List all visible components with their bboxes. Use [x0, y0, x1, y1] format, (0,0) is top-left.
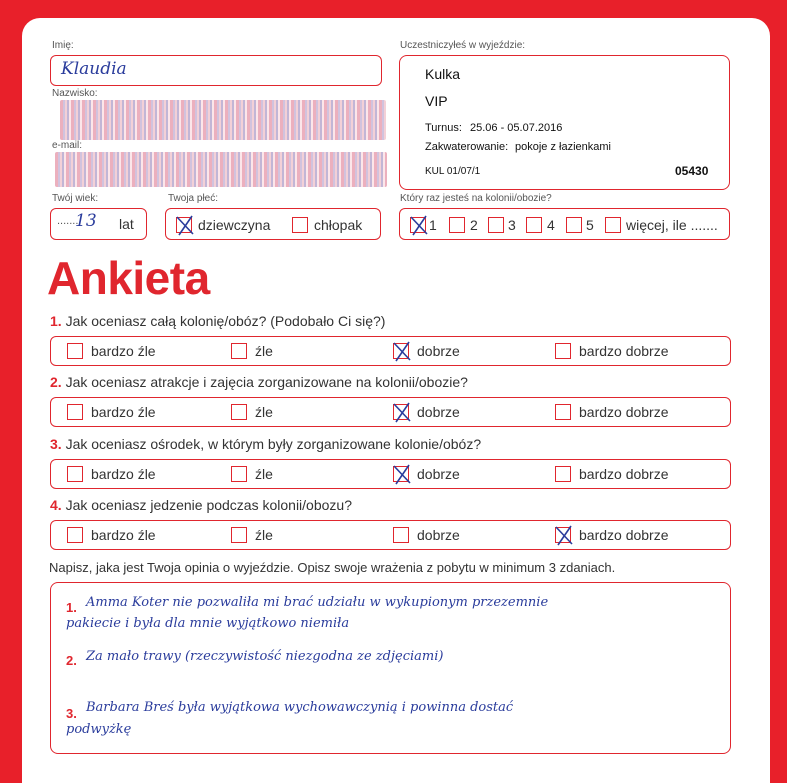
q4-option-1-label: bardzo źle: [91, 527, 156, 543]
wiek-label: Twój wiek:: [52, 193, 99, 204]
q1-option-2-checkbox[interactable]: [231, 343, 247, 359]
q3-option-2-label: źle: [255, 466, 273, 482]
question-label: Jak oceniasz ośrodek, w którym były zorganizowane kolonie/obóz?: [65, 436, 482, 452]
question-label: Jak oceniasz atrakcje i zajęcia zorganizowane na kolonii/obozie?: [65, 374, 468, 390]
plec-field: [165, 208, 381, 240]
q2-option-2-label: źle: [255, 404, 273, 420]
question-2-text: [50, 374, 468, 390]
check-x-icon: [174, 213, 196, 237]
nazwisko-redacted: [60, 100, 386, 140]
q4-option-4-checkbox[interactable]: [555, 527, 571, 543]
q2-option-3-label: dobrze: [417, 404, 460, 420]
plec-chlopak-label: chłopak: [314, 217, 363, 233]
q3-option-3-checkbox[interactable]: [393, 466, 409, 482]
check-x-icon: [391, 462, 413, 486]
q1-option-1-checkbox[interactable]: [67, 343, 83, 359]
participant-level: VIP: [425, 93, 448, 109]
imie-label: Imię:: [52, 40, 74, 51]
survey-title: Ankieta: [47, 252, 210, 304]
nazwisko-label: Nazwisko:: [52, 88, 98, 99]
times-2-checkbox[interactable]: [449, 217, 465, 233]
question-2-options: [50, 397, 731, 427]
q4-option-4-label: bardzo dobrze: [579, 527, 669, 543]
wiek-unit: lat: [119, 216, 134, 232]
times-1-checkbox[interactable]: [410, 217, 426, 233]
opinion-num-1: 1.: [66, 600, 77, 615]
q3-option-4-label: bardzo dobrze: [579, 466, 669, 482]
times-more-label: więcej, ile .......: [626, 217, 718, 233]
q2-option-2-checkbox[interactable]: [231, 404, 247, 420]
kod: KUL 01/07/1: [425, 166, 481, 177]
q1-option-1-label: bardzo źle: [91, 343, 156, 359]
question-label: Jak oceniasz całą kolonię/obóz? (Podobało Ci się?): [65, 313, 386, 329]
q3-option-1-label: bardzo źle: [91, 466, 156, 482]
times-1-label: 1: [429, 217, 437, 233]
question-3-text: [50, 436, 481, 452]
question-number: 2.: [50, 374, 62, 390]
times-more-checkbox[interactable]: [605, 217, 621, 233]
turnus-label: Turnus:: [425, 122, 462, 134]
q4-option-3-checkbox[interactable]: [393, 527, 409, 543]
q2-option-4-checkbox[interactable]: [555, 404, 571, 420]
uczestnik-label: Uczestniczyłeś w wyjeździe:: [400, 40, 526, 51]
q2-option-4-label: bardzo dobrze: [579, 404, 669, 420]
q4-option-1-checkbox[interactable]: [67, 527, 83, 543]
question-number: 1.: [50, 313, 62, 329]
times-2-label: 2: [470, 217, 478, 233]
times-5-checkbox[interactable]: [566, 217, 582, 233]
q1-option-4-label: bardzo dobrze: [579, 343, 669, 359]
plec-dziewczyna-label: dziewczyna: [198, 217, 271, 233]
plec-label: Twoja płeć:: [168, 193, 219, 204]
q3-option-2-checkbox[interactable]: [231, 466, 247, 482]
question-1-text: [50, 313, 385, 329]
turnus-value: 25.06 - 05.07.2016: [470, 122, 563, 134]
plec-dziewczyna-checkbox[interactable]: [176, 217, 192, 233]
plec-chlopak-checkbox[interactable]: [292, 217, 308, 233]
participant-box: [399, 55, 730, 190]
zakw-label: Zakwaterowanie:: [425, 141, 509, 153]
times-5-label: 5: [586, 217, 594, 233]
numer: 05430: [675, 164, 709, 178]
imie-value: Klaudia: [61, 59, 127, 79]
question-4-options: [50, 520, 731, 550]
q3-option-4-checkbox[interactable]: [555, 466, 571, 482]
email-redacted: [55, 152, 387, 187]
opinion-num-2: 2.: [66, 653, 77, 668]
imie-field[interactable]: [50, 55, 382, 86]
q4-option-2-checkbox[interactable]: [231, 527, 247, 543]
q1-option-3-label: dobrze: [417, 343, 460, 359]
opinion-num-3: 3.: [66, 706, 77, 721]
opinion-line-2a: Za mało trawy (rzeczywistość niezgodna ze zdjęciami): [86, 649, 444, 664]
times-field: [399, 208, 730, 240]
email-label: e-mail:: [52, 140, 83, 151]
times-3-checkbox[interactable]: [488, 217, 504, 233]
zakw-value: pokoje z łazienkami: [515, 141, 611, 153]
opinion-line-1a: Amma Koter nie pozwaliła mi brać udziału w wykupionym przezemnie: [86, 595, 549, 610]
q3-option-3-label: dobrze: [417, 466, 460, 482]
wiek-field[interactable]: [50, 208, 147, 240]
opinion-line-1b: pakiecie i była dla mnie wyjątkowo niemiła: [66, 616, 350, 631]
q2-option-1-checkbox[interactable]: [67, 404, 83, 420]
question-label: Jak oceniasz jedzenie podczas kolonii/obozu?: [65, 497, 352, 513]
check-x-icon: [391, 400, 413, 424]
times-4-checkbox[interactable]: [526, 217, 542, 233]
q1-option-2-label: źle: [255, 343, 273, 359]
opinion-prompt: Napisz, jaka jest Twoja opinia o wyjeździe. Opisz swoje wrażenia z pobytu w minimum 3 zdaniach.: [49, 560, 616, 575]
question-number: 4.: [50, 497, 62, 513]
q2-option-3-checkbox[interactable]: [393, 404, 409, 420]
wiek-value: 13: [75, 211, 97, 231]
question-4-text: [50, 497, 352, 513]
times-label: Który raz jesteś na kolonii/obozie?: [400, 193, 552, 204]
times-4-label: 4: [547, 217, 555, 233]
opinion-line-3a: Barbara Breś była wyjątkowa wychowawczynią i powinna dostać: [86, 700, 514, 715]
times-3-label: 3: [508, 217, 516, 233]
q2-option-1-label: bardzo źle: [91, 404, 156, 420]
question-number: 3.: [50, 436, 62, 452]
opinion-line-3b: podwyżkę: [66, 722, 132, 737]
opinion-box[interactable]: [50, 582, 731, 754]
question-3-options: [50, 459, 731, 489]
q4-option-2-label: źle: [255, 527, 273, 543]
check-x-icon: [391, 339, 413, 363]
q1-option-4-checkbox[interactable]: [555, 343, 571, 359]
participant-name: Kulka: [425, 66, 461, 82]
q4-option-3-label: dobrze: [417, 527, 460, 543]
q1-option-3-checkbox[interactable]: [393, 343, 409, 359]
check-x-icon: [408, 213, 430, 237]
q3-option-1-checkbox[interactable]: [67, 466, 83, 482]
question-1-options: [50, 336, 731, 366]
check-x-icon: [553, 523, 575, 547]
wiek-dots: ........: [57, 215, 82, 227]
